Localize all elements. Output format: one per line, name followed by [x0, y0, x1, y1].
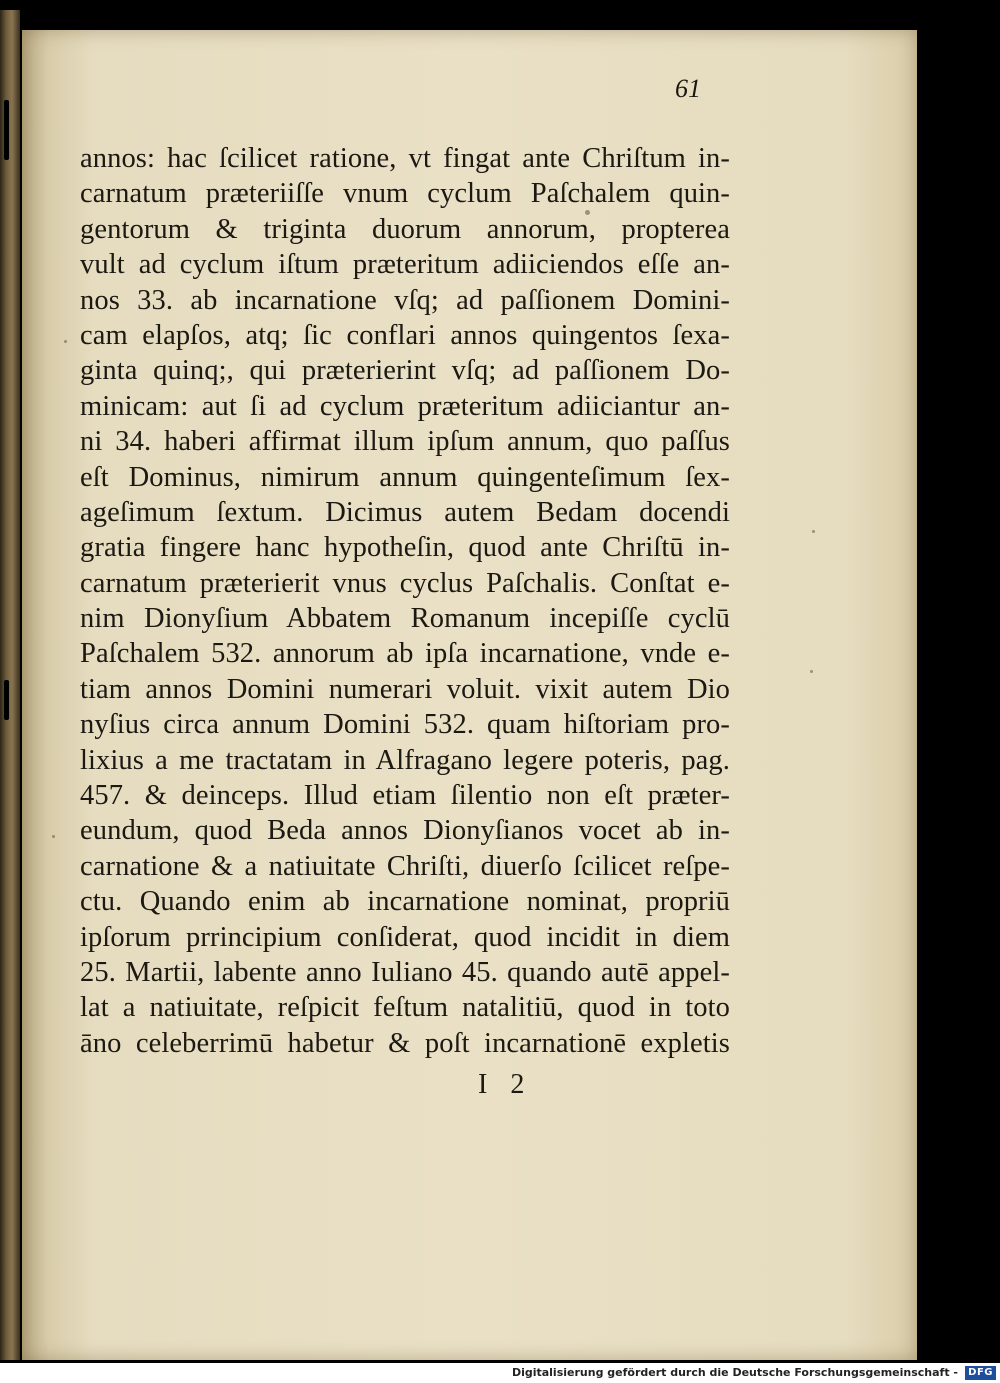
scan-background — [917, 30, 1000, 1360]
footer-bar — [0, 1363, 1000, 1383]
binding-mark — [4, 680, 9, 720]
text-line: lixius a me tractatam in Alfragano legere poteris, pag. — [80, 744, 730, 776]
text-line: ageſimum ſextum. Dicimus autem Bedam docendi — [80, 496, 730, 528]
text-line: eundum, quod Beda annos Dionyſianos vocet ab in- — [80, 815, 730, 847]
body-text — [80, 141, 730, 1061]
signature-mark: I 2 — [478, 1069, 533, 1100]
text-line: cam elapſos, atq; ſic conflari annos quingentos ſexa- — [80, 319, 730, 351]
text-line: āno celeberrimū habetur & poſt incarnationē expletis — [80, 1027, 730, 1059]
paper-speck — [812, 530, 815, 533]
paper-speck — [810, 670, 813, 673]
previous-page-edge — [0, 10, 20, 1360]
text-line: minicam: aut ſi ad cyclum præteritum adiiciantur an- — [80, 390, 730, 422]
text-line: annos: hac ſcilicet ratione, vt fingat ante Chriſtum in- — [80, 143, 730, 174]
text-line: lat a natiuitate, reſpicit feſtum natalitiū, quod in toto — [80, 992, 730, 1024]
text-line: ipſorum prrincipium conſiderat, quod incidit in diem — [80, 921, 730, 953]
paper-speck — [52, 835, 55, 838]
text-line: nos 33. ab incarnatione vſq; ad paſſionem Domini- — [80, 284, 730, 316]
page-number: 61 — [675, 74, 701, 103]
text-line: gratia fingere hanc hypotheſin, quod ante Chriſtū in- — [80, 532, 730, 564]
text-line: ctu. Quando enim ab incarnatione nominat, propriū — [80, 886, 730, 918]
text-line: ginta quinq;, qui præterierint vſq; ad paſſionem Do- — [80, 355, 730, 387]
text-line: ni 34. haberi affirmat illum ipſum annum, quo paſſus — [80, 426, 730, 458]
dfg-logo: DFG — [965, 1366, 996, 1380]
text-line: carnatum præterierit vnus cyclus Paſchalis. Conſtat e- — [80, 567, 730, 599]
text-line: nyſius circa annum Domini 532. quam hiſtoriam pro- — [80, 709, 730, 741]
text-line: eſt Dominus, nimirum annum quingenteſimum ſex- — [80, 461, 730, 493]
text-line: vult ad cyclum iſtum præteritum adiiciendos eſſe an- — [80, 249, 730, 281]
text-line: nim Dionyſium Abbatem Romanum incepiſſe cyclū — [80, 603, 730, 635]
text-line: tiam annos Domini numerari voluit. vixit autem Dio — [80, 673, 730, 705]
text-line: 25. Martii, labente anno Iuliano 45. quando autē appel- — [80, 956, 730, 988]
text-line: Paſchalem 532. annorum ab ipſa incarnatione, vnde e- — [80, 638, 730, 670]
text-line: 457. & deinceps. Illud etiam ſilentio non eſt præter- — [80, 780, 730, 812]
text-line: gentorum & triginta duorum annorum, propterea — [80, 213, 730, 245]
text-line: carnatum præteriiſſe vnum cyclum Paſchalem quin- — [80, 178, 730, 210]
text-line: carnatione & a natiuitate Chriſti, diuerſo ſcilicet reſpe- — [80, 850, 730, 882]
paper-speck — [64, 340, 67, 343]
funding-credit: Digitalisierung gefördert durch die Deutsche Forschungsgemeinschaft - — [511, 1366, 958, 1379]
binding-mark — [4, 100, 9, 160]
